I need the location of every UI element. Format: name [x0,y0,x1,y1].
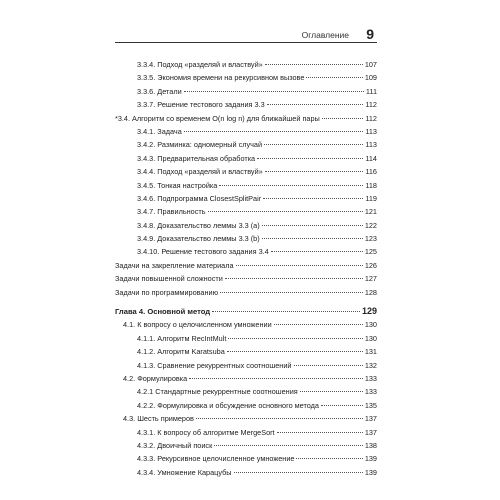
dot-leader [196,418,363,419]
table-of-contents [115,58,377,479]
toc-entry-page: 130 [364,333,377,343]
toc-entry[interactable] [115,71,377,84]
toc-entry[interactable] [115,426,377,439]
toc-entry[interactable] [115,98,377,111]
toc-entry[interactable] [115,259,377,272]
dot-leader [264,144,363,145]
toc-entry[interactable] [115,345,377,358]
toc-entry-page: 137 [364,414,377,424]
toc-entry-title: 4.2.2. Формулировка и обсуждение основного метода [137,400,319,410]
toc-entry[interactable] [115,318,377,331]
toc-entry[interactable] [115,219,377,232]
toc-entry-page: 107 [364,60,377,69]
toc-entry-page: 113 [365,140,377,150]
dot-leader [306,77,362,78]
toc-entry[interactable] [115,179,377,192]
toc-entry-page: 109 [364,73,377,83]
toc-entry-title: 4.1.3. Сравнение рекуррентных соотношений [137,360,292,370]
dot-leader [227,351,363,352]
toc-entry-title: Задачи повышенной сложности [115,274,223,284]
dot-leader [220,292,363,293]
toc-entry-page: 121 [364,207,377,217]
dot-leader [263,198,363,199]
toc-entry-page: 114 [365,153,377,163]
toc-entry[interactable] [115,85,377,98]
page-header [115,0,377,44]
toc-entry-title: Глава 4. Основной метод [115,307,211,317]
toc-entry-title: 4.3.4. Умножение Карацубы [137,467,232,477]
toc-entry-title: 3.3.5. Экономия времени на рекурсивном вызове [137,73,305,83]
toc-entry-title: 3.4.10. Решение тестового задания 3.4 [137,247,269,257]
dot-leader [262,225,363,226]
toc-entry-title: 4.3.2. Двоичный поиск [137,440,213,450]
toc-entry-title: 4.3. Шесть примеров [123,414,194,424]
toc-entry[interactable] [115,399,377,412]
toc-entry-title: 4.1.1. Алгоритм RecIntMult [137,333,227,343]
dot-leader [277,432,363,433]
toc-entry-page: 133 [364,373,377,383]
toc-entry-page: 139 [364,467,377,477]
toc-entry[interactable] [115,272,377,285]
toc-entry-title: 4.3.1. К вопросу об алгоритме MergeSort [137,427,275,437]
toc-entry[interactable] [115,439,377,452]
toc-entry[interactable] [115,205,377,218]
toc-entry-title: 3.3.4. Подход «разделяй и властвуй» [137,60,263,69]
dot-leader [236,265,363,266]
dot-leader [184,91,364,92]
toc-entry-page: 131 [364,347,377,357]
toc-entry-title: 3.4.9. Доказательство леммы 3.3 (b) [137,234,260,244]
toc-entry[interactable] [115,165,377,178]
toc-entry-title: 4.2. Формулировка [123,373,188,383]
toc-entry-page: 128 [364,287,377,297]
toc-entry-page: 132 [364,360,377,370]
dot-leader [265,64,363,65]
toc-entry-title: 3.3.6. Детали [137,86,182,96]
dot-leader [300,391,363,392]
toc-entry-page: 122 [364,220,377,230]
toc-entry-title: 3.4.1. Задача [137,126,182,136]
toc-entry-title: Задачи по программированию [115,287,219,297]
toc-entry-page: 129 [361,306,377,317]
toc-entry[interactable] [115,245,377,258]
dot-leader [234,472,363,473]
toc-entry-title: Задачи на закрепление материала [115,260,234,270]
dot-leader [214,445,363,446]
toc-entry-title: 3.4.4. Подход «разделяй и властвуй» [137,167,263,177]
toc-entry-page: 119 [365,193,377,203]
toc-entry-page: 116 [365,167,377,177]
toc-entry-page: 113 [365,126,377,136]
dot-leader [296,458,362,459]
toc-entry-title: 4.1. К вопросу о целочисленном умножении [123,320,272,330]
dot-leader [257,158,363,159]
dot-leader [208,211,363,212]
dot-leader [321,405,363,406]
dot-leader [219,185,363,186]
dot-leader [271,251,363,252]
toc-entry[interactable] [115,192,377,205]
toc-chapter-entry[interactable] [115,305,377,318]
toc-entry-title: 4.1.2. Алгоритм Karatsuba [137,347,225,357]
toc-entry-title: 3.3.7. Решение тестового задания 3.3 [137,100,265,110]
toc-entry-title: 3.4.8. Доказательство леммы 3.3 (a) [137,220,260,230]
toc-entry-page: 135 [364,400,377,410]
toc-entry-title: 3.4.2. Разминка: одномерный случай [137,140,263,150]
toc-entry-title: 4.3.3. Рекурсивное целочисленное умножение [137,454,295,464]
dot-leader [212,311,360,312]
toc-entry-page: 133 [364,387,377,397]
toc-entry-page: 139 [364,454,377,464]
toc-entry[interactable] [115,466,377,479]
dot-leader [228,338,362,339]
toc-entry-page: 137 [364,427,377,437]
toc-entry[interactable] [115,152,377,165]
toc-entry-page: 112 [365,113,377,123]
toc-entry[interactable] [115,372,377,385]
toc-entry-title: 3.4.5. Тонкая настройка [137,180,218,190]
toc-entry[interactable] [115,138,377,151]
toc-entry-title: *3.4. Алгоритм со временем O(n log n) для ближайшей пары [115,113,320,123]
dot-leader [262,238,363,239]
dot-leader [322,118,364,119]
toc-entry-title: 3.4.3. Предварительная обработка [137,153,256,163]
header-title: Оглавление [301,30,349,40]
toc-entry-page: 127 [364,274,377,284]
dot-leader [184,131,364,132]
toc-entry[interactable] [115,412,377,425]
toc-entry[interactable] [115,125,377,138]
page-number: 9 [366,26,374,42]
dot-leader [294,365,363,366]
toc-entry-page: 125 [364,247,377,257]
toc-entry[interactable] [115,332,377,345]
toc-entry[interactable] [115,385,377,398]
dot-leader [225,278,363,279]
dot-leader [274,324,363,325]
toc-entry-title: 3.4.6. Подпрограмма ClosestSplitPair [137,193,262,203]
toc-entry-page: 123 [364,234,377,244]
toc-entry-page: 130 [364,320,377,330]
toc-entry[interactable] [115,58,377,71]
dot-leader [189,378,363,379]
dot-leader [265,171,364,172]
toc-entry[interactable] [115,286,377,299]
toc-entry-title: 3.4.7. Правильность [137,207,206,217]
toc-entry[interactable] [115,112,377,125]
toc-entry[interactable] [115,232,377,245]
toc-entry-page: 118 [365,180,377,190]
toc-entry[interactable] [115,452,377,465]
toc-entry[interactable] [115,359,377,372]
toc-entry-page: 126 [364,260,377,270]
toc-entry-page: 112 [365,100,377,110]
header-rule [115,42,377,43]
toc-entry-title: 4.2.1 Стандартные рекуррентные соотношения [137,387,298,397]
toc-entry-page: 138 [364,440,377,450]
toc-entry-page: 111 [365,86,377,96]
dot-leader [267,104,364,105]
